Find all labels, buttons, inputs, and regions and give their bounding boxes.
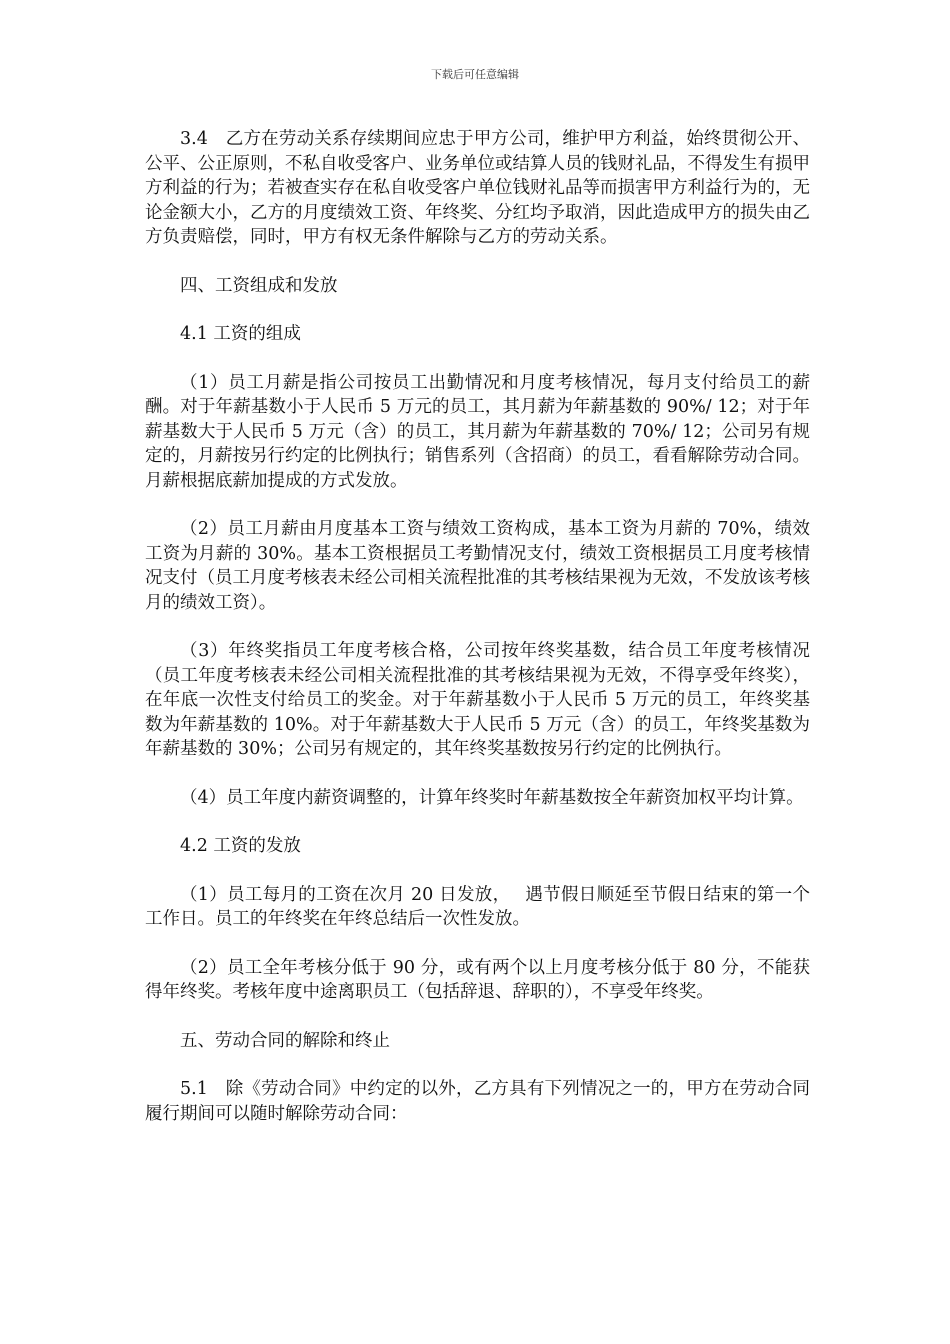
clause-3-4: 3.4 乙方在劳动关系存续期间应忠于甲方公司，维护甲方利益，始终贯彻公开、公平、公正原则，不私自收受客户、业务单位或结算人员的钱财礼品，不得发生有损甲方利益的行为；若被查实存在私自收受客户单位钱财礼品等而损害甲方利益行为的，无论金额大小，乙方的月度绩效工资、年终奖、分红均予取消，因此造成甲方的损失由乙方负责赔偿，同时，甲方有权无条件解除与乙方的劳动关系。: [145, 129, 810, 247]
header-note: 下载后可任意编辑: [431, 68, 519, 81]
clause-4-1-1: （1）员工月薪是指公司按员工出勤情况和月度考核情况，每月支付给员工的薪酬。对于年薪基数小于人民币 5 万元的员工，其月薪为年薪基数的 90%/ 12；对于年薪基数大于人民币 5 万元（含）的员工，其月薪为年薪基数的 70%/ 12；公司另有规定的，月薪按另行约定的比例执行；销售系列（含招商）的员工，看看解除劳动合同。月薪根据底薪加提成的方式发放。: [145, 372, 810, 491]
subsection-4-1-title: 4.1 工资的组成: [180, 324, 301, 344]
clause-4-1-2: （2）员工月薪由月度基本工资与绩效工资构成，基本工资为月薪的 70%，绩效工资为月薪的 30%。基本工资根据员工考勤情况支付，绩效工资根据员工月度考核情况支付（员工月度考核表未经公司相关流程批准的其考核结果视为无效，不发放该考核月的绩效工资）。: [145, 519, 810, 613]
clause-5-1: 5.1 除《劳动合同》中约定的以外，乙方具有下列情况之一的，甲方在劳动合同履行期间可以随时解除劳动合同：: [145, 1079, 810, 1124]
clause-4-2-1: （1）员工每月的工资在次月 20 日发放， 遇节假日顺延至节假日结束的第一个工作日。员工的年终奖在年终总结后一次性发放。: [145, 884, 810, 929]
section-4-title: 四、工资组成和发放: [180, 275, 338, 296]
subsection-4-2-title: 4.2 工资的发放: [180, 836, 301, 856]
clause-4-1-3: （3）年终奖指员工年度考核合格，公司按年终奖基数，结合员工年度考核情况（员工年度考核表未经公司相关流程批准的其考核结果视为无效，不得享受年终奖），在年底一次性支付给员工的奖金。对于年薪基数小于人民币 5 万元的员工，年终奖基数为年薪基数的 10%。对于年薪基数大于人民币 5 万元（含）的员工，年终奖基数为年薪基数的 30%；公司另有规定的，其年终奖基数按另行约定的比例执行。: [145, 641, 810, 759]
clause-4-2-2: （2）员工全年考核分低于 90 分，或有两个以上月度考核分低于 80 分，不能获得年终奖。考核年度中途离职员工（包括辞退、辞职的），不享受年终奖。: [145, 957, 810, 1002]
document-body: [145, 127, 810, 1150]
section-5-title: 五、劳动合同的解除和终止: [180, 1030, 390, 1051]
clause-4-1-4: （4）员工年度内薪资调整的，计算年终奖时年薪基数按全年薪资加权平均计算。: [180, 787, 804, 808]
